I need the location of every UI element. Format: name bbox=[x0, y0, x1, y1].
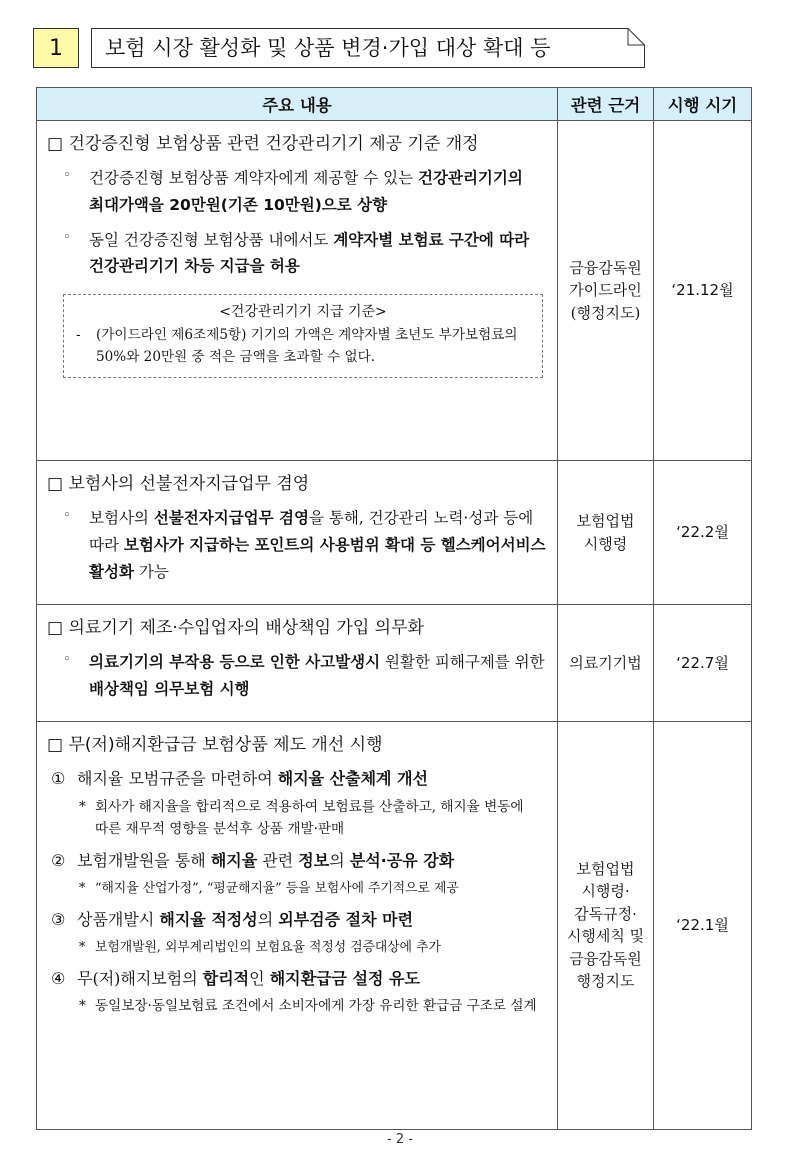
text-segment: 건강증진형 보험상품 계약자에게 제공할 수 있는 bbox=[89, 169, 419, 188]
bold-segment: 분석·공유 강화 bbox=[349, 851, 455, 871]
circled-number-2: ② bbox=[51, 851, 66, 871]
text-segment: 보험사의 bbox=[89, 509, 154, 528]
text-segment: 동일 건강증진형 보험상품 내에서도 bbox=[89, 230, 334, 249]
content-cell bbox=[37, 605, 558, 722]
bold-segment: 외부검증 절차 마련 bbox=[278, 910, 414, 930]
period-cell: ‘22.1월 bbox=[654, 721, 752, 1129]
note-text: 회사가 해지율을 합리적으로 적용하여 보험료를 산출하고, 해지율 변동에 따른 재무적 영향을 분석후 상품 개발·판매 bbox=[95, 798, 524, 838]
bullet-item bbox=[47, 505, 549, 585]
row-heading bbox=[47, 471, 549, 497]
bold-segment: 보험사가 지급하는 포인트의 사용범위 확대 등 헬스케어서비스 활성화 bbox=[89, 536, 546, 581]
basis-line: 금융감독원 bbox=[569, 258, 642, 277]
basis-line: 시행령 bbox=[583, 534, 628, 553]
bold-segment: 합리적 bbox=[202, 968, 250, 988]
basis-line: 금융감독원 bbox=[569, 949, 642, 968]
note-text: “해지율 산업가정”, “평균해지율” 등을 보험사에 주기적으로 제공 bbox=[95, 881, 459, 897]
dash-marker: - bbox=[76, 327, 81, 344]
text-segment: 해지율 모범규준을 마련하여 bbox=[77, 769, 278, 788]
asterisk-marker: * bbox=[79, 939, 86, 955]
row-heading bbox=[47, 732, 549, 758]
bullet-item bbox=[47, 649, 549, 702]
basis-line: 의료기기법 bbox=[569, 653, 642, 672]
numbered-item bbox=[47, 766, 549, 792]
text-segment: 무(저)해지보험의 bbox=[77, 968, 203, 988]
bullet-item bbox=[47, 165, 549, 218]
numbered-item bbox=[47, 848, 549, 874]
page-number: - 2 - bbox=[387, 1132, 413, 1147]
table-row bbox=[37, 605, 752, 722]
text-segment: 상품개발시 bbox=[77, 910, 160, 930]
bullet-circle-icon: ◦ bbox=[63, 508, 71, 524]
basis-line: 행정지도 bbox=[576, 972, 635, 991]
content-cell bbox=[37, 721, 558, 1129]
asterisk-marker: * bbox=[79, 881, 86, 897]
basis-line: 감독규정· bbox=[574, 904, 637, 923]
text-segment: 보험개발원을 통해 bbox=[77, 851, 211, 871]
bullet-item bbox=[47, 227, 549, 280]
note-item bbox=[47, 878, 549, 899]
bold-segment: 정보 bbox=[298, 851, 330, 871]
note-item bbox=[47, 937, 549, 958]
text-segment: 의 bbox=[257, 910, 279, 930]
heading-text: 보험사의 선불전자지급업무 겸영 bbox=[68, 474, 310, 494]
bold-segment: 해지환급금 설정 유도 bbox=[269, 968, 420, 988]
bold-segment: 의료기기의 부작용 등으로 인한 사고발생시 bbox=[89, 653, 381, 672]
content-cell bbox=[37, 121, 558, 461]
note-item bbox=[47, 995, 549, 1017]
section-title: 보험 시장 활성화 및 상품 변경·가입 대상 확대 등 bbox=[105, 36, 551, 60]
section-number: 1 bbox=[33, 28, 79, 68]
basis-line: (행정지도) bbox=[570, 303, 641, 322]
numbered-item bbox=[47, 907, 549, 933]
basis-cell bbox=[558, 121, 654, 461]
period-cell: ‘22.2월 bbox=[654, 461, 752, 605]
heading-text: 의료기기 제조·수입업자의 배상책임 가입 의무화 bbox=[68, 618, 424, 638]
row-heading bbox=[47, 131, 549, 157]
text-segment: 을 통해, 건강관리 노력·성과 등에 따라 bbox=[89, 509, 534, 554]
content-cell bbox=[37, 461, 558, 605]
basis-line: 가이드라인 bbox=[569, 281, 642, 300]
header-basis: 관련 근거 bbox=[558, 88, 654, 121]
circled-number-4: ④ bbox=[51, 968, 66, 988]
table-header-row bbox=[37, 88, 752, 121]
table-row bbox=[37, 721, 752, 1129]
basis-cell bbox=[558, 461, 654, 605]
heading-text: 건강증진형 보험상품 관련 건강관리기기 제공 기준 개정 bbox=[68, 134, 479, 154]
circled-number-1: ① bbox=[51, 769, 66, 788]
table-row bbox=[37, 461, 752, 605]
criteria-line bbox=[72, 325, 534, 369]
criteria-text: (가이드라인 제6조제5항) 기기의 가액은 계약자별 초년도 부가보험료의 50%와 20만원 중 적은 금액을 초과할 수 없다. bbox=[96, 327, 518, 366]
section-title-box bbox=[91, 28, 645, 68]
basis-line: 시행령· bbox=[581, 882, 630, 901]
note-text: 동일보장·동일보험료 조건에서 소비자에게 가장 유리한 환급금 구조로 설계 bbox=[95, 998, 537, 1015]
checkbox-square-icon: □ bbox=[47, 474, 64, 494]
bold-segment: 선불전자지급업무 겸영 bbox=[153, 509, 309, 528]
basis-line: 보험업법 bbox=[576, 859, 635, 878]
basis-line: 보험업법 bbox=[576, 512, 635, 530]
basis-cell bbox=[558, 721, 654, 1129]
bold-segment: 건강관리기기의 최대가액을 20만원(기존 10만원)으로 상향 bbox=[89, 169, 523, 214]
bold-segment: 해지율 bbox=[210, 851, 258, 871]
bullet-circle-icon: ◦ bbox=[63, 652, 71, 668]
text-segment: 의 bbox=[329, 851, 350, 871]
period-cell: ‘21.12월 bbox=[654, 121, 752, 461]
text-segment: 인 bbox=[249, 968, 270, 988]
basis-line: 시행세칙 및 bbox=[566, 927, 645, 946]
header-period: 시행 시기 bbox=[654, 88, 752, 121]
criteria-title: <건강관리기기 지급 기준> bbox=[219, 303, 387, 320]
numbered-item bbox=[47, 966, 549, 992]
checkbox-square-icon: □ bbox=[47, 734, 64, 755]
note-item bbox=[47, 796, 549, 841]
bold-segment: 해지율 산출체계 개선 bbox=[277, 769, 428, 788]
circled-number-3: ③ bbox=[51, 910, 66, 930]
row-heading bbox=[47, 615, 549, 641]
text-segment: 원활한 피해구제를 위한 bbox=[380, 653, 545, 672]
asterisk-marker: * bbox=[79, 998, 86, 1015]
period-cell: ‘22.7월 bbox=[654, 605, 752, 722]
bold-segment: 해지율 적정성 bbox=[159, 910, 258, 930]
checkbox-square-icon: □ bbox=[47, 134, 64, 154]
note-text: 보험개발원, 외부계리법인의 보험요율 적정성 검증대상에 추가 bbox=[95, 939, 441, 955]
criteria-box bbox=[63, 294, 543, 378]
bold-segment: 계약자별 보험료 구간에 따라 건강관리기기 차등 지급을 허용 bbox=[89, 230, 530, 276]
checkbox-square-icon: □ bbox=[47, 618, 64, 638]
bullet-circle-icon: ◦ bbox=[63, 168, 71, 184]
bold-segment: 배상책임 의무보험 시행 bbox=[89, 680, 250, 698]
text-segment: 관련 bbox=[257, 851, 299, 871]
bullet-circle-icon: ◦ bbox=[63, 229, 71, 245]
heading-text: 무(저)해지환급금 보험상품 제도 개선 시행 bbox=[68, 734, 383, 755]
asterisk-marker: * bbox=[79, 798, 86, 815]
table-row bbox=[37, 121, 752, 461]
text-segment: 가능 bbox=[133, 562, 169, 581]
header-content: 주요 내용 bbox=[37, 88, 558, 121]
basis-cell bbox=[558, 605, 654, 722]
policy-table bbox=[36, 87, 752, 1130]
